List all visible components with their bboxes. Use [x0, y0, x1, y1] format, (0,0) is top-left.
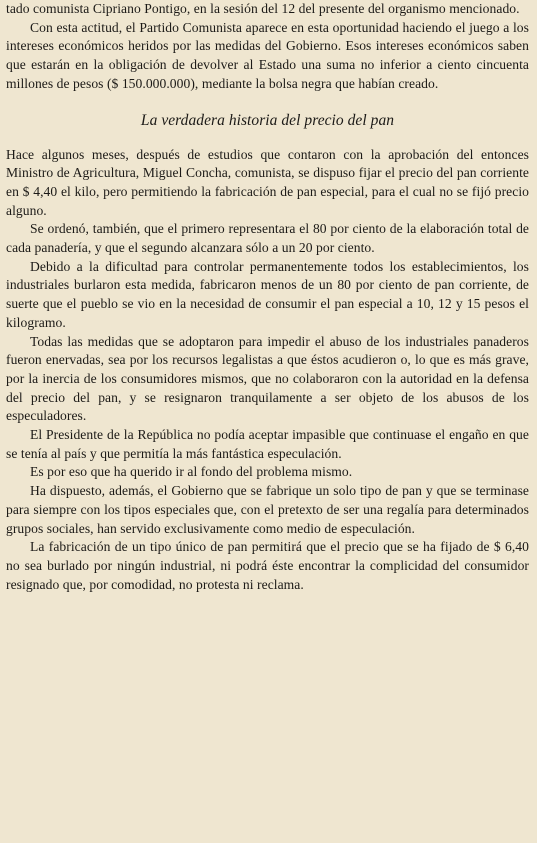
document-page: [6, 0, 529, 594]
paragraph-body-4: Todas las medidas que se adoptaron para impedir el abuso de los industriales panaderos fueron enervadas, sea por los recursos legalistas a que éstos acudieron o, lo que es más grave, por la inercia de los consumidores mismos, que no colaboraron con la autoridad en la defensa del precio del pan, y se resignaron tranquilamente a ser objeto de los abusos de los especuladores.: [6, 333, 529, 424]
section-heading: La verdadera historia del precio del pan: [140, 111, 395, 129]
paragraph-body-3: Debido a la dificultad para controlar permanentemente todos los establecimientos, los industriales burlaron esta medida, fabricaron menos de un 80 por ciento de pan corriente, de suerte que el pueblo se vio en la necesidad de consumir el pan especial a 10, 12 y 15 pesos el kilogramo.: [6, 258, 529, 330]
paragraph-continuation: tado comunista Cipriano Pontigo, en la sesión del 12 del presente del organismo mencionado.: [6, 1, 520, 16]
paragraph-body-2: Se ordenó, también, que el primero representara el 80 por ciento de la elaboración total de cada panadería, y que el segundo alcanzara sólo a un 20 por ciento.: [6, 221, 529, 256]
paragraph-communist-party: Con esta actitud, el Partido Comunista aparece en esta oportunidad haciendo el juego a los intereses económicos heridos por las medidas del Gobierno. Esos intereses económicos saben que estarán en la obligación de devolver al Estado una suma no inferior a ciento cincuenta millones de pesos ($ 150.000.000), mediante la bolsa negra que habían creado.: [6, 19, 529, 91]
paragraph-body-1: Hace algunos meses, después de estudios que contaron con la aprobación del entonces Ministro de Agricultura, Miguel Concha, comunista, se dispuso fijar el precio del pan corriente en $ 4,40 el kilo, pero permitiendo la fabricación de pan especial, para el cual no se fijó precio alguno.: [6, 146, 529, 218]
paragraph-body-7: Ha dispuesto, además, el Gobierno que se fabrique un solo tipo de pan y que se terminase para siempre con los tipos especiales que, con el pretexto de ser una regalía para determinados grupos sociales, han servido exclusivamente como medio de especulación.: [6, 483, 529, 536]
paragraph-body-5: El Presidente de la República no podía aceptar impasible que continuase el engaño en que se tenía al país y que permitía la más fantástica especulación.: [6, 427, 529, 461]
paragraph-body-6: Es por eso que ha querido ir al fondo del problema mismo.: [30, 464, 353, 480]
paragraph-body-8: La fabricación de un tipo único de pan permitirá que el precio que se ha fijado de $ 6,40 no sea burlado por ningún industrial, ni podrá éste encontrar la complicidad del consumidor resignado que, por comodidad, no protesta ni reclama.: [6, 539, 529, 592]
